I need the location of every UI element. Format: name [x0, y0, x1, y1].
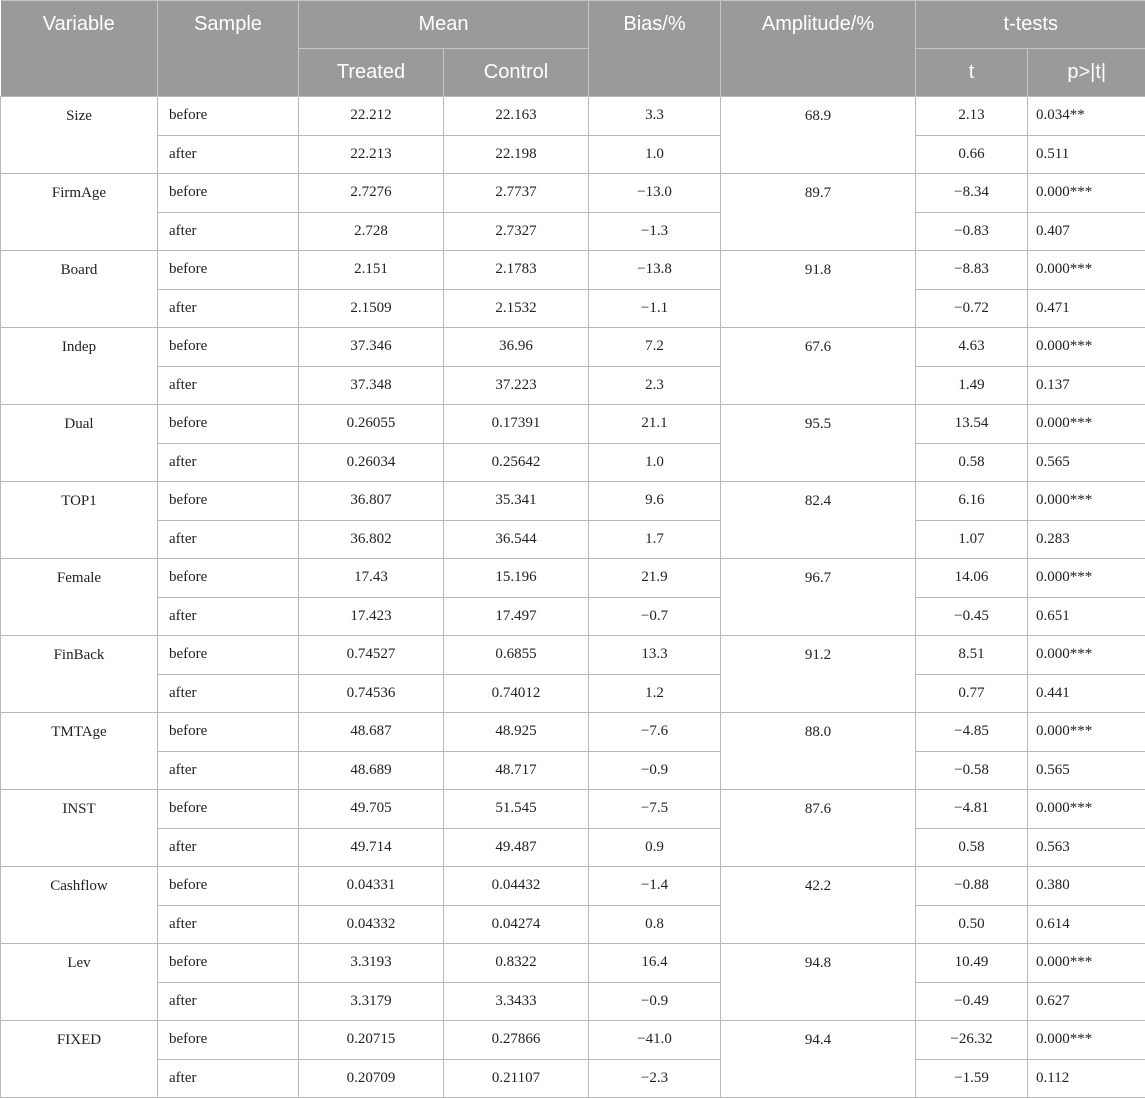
treated-mean-cell: 2.1509: [299, 289, 444, 328]
table-row: [1, 405, 1145, 444]
table-row: [1, 212, 1145, 251]
header-variable: Variable: [1, 1, 158, 97]
amplitude-cell: 95.5: [721, 405, 916, 482]
t-stat-cell: −26.32: [916, 1021, 1028, 1060]
table-row: [1, 251, 1145, 290]
amplitude-cell: 87.6: [721, 790, 916, 867]
bias-cell: −0.7: [589, 597, 721, 636]
p-value-cell: 0.000***: [1028, 944, 1145, 983]
treated-mean-cell: 36.802: [299, 520, 444, 559]
table-row: [1, 443, 1145, 482]
p-value-cell: 0.614: [1028, 905, 1145, 944]
p-value-cell: 0.000***: [1028, 251, 1145, 290]
t-stat-cell: 4.63: [916, 328, 1028, 367]
bias-cell: 7.2: [589, 328, 721, 367]
t-stat-cell: −4.85: [916, 713, 1028, 752]
bias-cell: −0.9: [589, 982, 721, 1021]
p-value-cell: 0.380: [1028, 867, 1145, 906]
bias-cell: 1.0: [589, 135, 721, 174]
sample-cell: after: [158, 674, 299, 713]
amplitude-cell: 91.8: [721, 251, 916, 328]
control-mean-cell: 0.04274: [444, 905, 589, 944]
t-stat-cell: 1.07: [916, 520, 1028, 559]
treated-mean-cell: 0.26034: [299, 443, 444, 482]
table-row: [1, 366, 1145, 405]
sample-cell: before: [158, 405, 299, 444]
t-stat-cell: −0.72: [916, 289, 1028, 328]
t-stat-cell: 8.51: [916, 636, 1028, 675]
bias-cell: −0.9: [589, 751, 721, 790]
t-stat-cell: −1.59: [916, 1059, 1028, 1098]
table-row: [1, 97, 1145, 136]
treated-mean-cell: 0.20715: [299, 1021, 444, 1060]
amplitude-cell: 94.8: [721, 944, 916, 1021]
header-t-tests: t-tests: [916, 1, 1145, 49]
bias-cell: −13.8: [589, 251, 721, 290]
treated-mean-cell: 0.26055: [299, 405, 444, 444]
control-mean-cell: 2.7737: [444, 174, 589, 213]
treated-mean-cell: 2.151: [299, 251, 444, 290]
table-row: [1, 982, 1145, 1021]
treated-mean-cell: 36.807: [299, 482, 444, 521]
bias-cell: −1.3: [589, 212, 721, 251]
amplitude-cell: 67.6: [721, 328, 916, 405]
control-mean-cell: 49.487: [444, 828, 589, 867]
table-row: [1, 1021, 1145, 1060]
p-value-cell: 0.000***: [1028, 174, 1145, 213]
sample-cell: after: [158, 828, 299, 867]
header-mean: Mean: [299, 1, 589, 49]
sample-cell: before: [158, 636, 299, 675]
bias-cell: 9.6: [589, 482, 721, 521]
control-mean-cell: 36.544: [444, 520, 589, 559]
p-value-cell: 0.441: [1028, 674, 1145, 713]
sample-cell: before: [158, 251, 299, 290]
variable-cell: Female: [1, 559, 158, 636]
treated-mean-cell: 0.74527: [299, 636, 444, 675]
table-row: [1, 597, 1145, 636]
t-stat-cell: 0.50: [916, 905, 1028, 944]
p-value-cell: 0.651: [1028, 597, 1145, 636]
table-row: [1, 174, 1145, 213]
bias-cell: −1.4: [589, 867, 721, 906]
bias-cell: 13.3: [589, 636, 721, 675]
header-t: t: [916, 49, 1028, 97]
p-value-cell: 0.000***: [1028, 482, 1145, 521]
t-stat-cell: −0.45: [916, 597, 1028, 636]
p-value-cell: 0.565: [1028, 443, 1145, 482]
bias-cell: −2.3: [589, 1059, 721, 1098]
treated-mean-cell: 0.04332: [299, 905, 444, 944]
treated-mean-cell: 48.687: [299, 713, 444, 752]
bias-cell: 0.8: [589, 905, 721, 944]
amplitude-cell: 96.7: [721, 559, 916, 636]
treated-mean-cell: 0.04331: [299, 867, 444, 906]
sample-cell: after: [158, 289, 299, 328]
sample-cell: before: [158, 482, 299, 521]
treated-mean-cell: 2.7276: [299, 174, 444, 213]
p-value-cell: 0.000***: [1028, 636, 1145, 675]
bias-cell: −7.6: [589, 713, 721, 752]
t-stat-cell: 10.49: [916, 944, 1028, 983]
control-mean-cell: 0.04432: [444, 867, 589, 906]
bias-cell: 1.2: [589, 674, 721, 713]
amplitude-cell: 68.9: [721, 97, 916, 174]
bias-cell: 2.3: [589, 366, 721, 405]
amplitude-cell: 89.7: [721, 174, 916, 251]
control-mean-cell: 0.21107: [444, 1059, 589, 1098]
control-mean-cell: 15.196: [444, 559, 589, 598]
p-value-cell: 0.137: [1028, 366, 1145, 405]
sample-cell: before: [158, 867, 299, 906]
amplitude-cell: 91.2: [721, 636, 916, 713]
amplitude-cell: 88.0: [721, 713, 916, 790]
p-value-cell: 0.000***: [1028, 713, 1145, 752]
table-row: [1, 905, 1145, 944]
treated-mean-cell: 2.728: [299, 212, 444, 251]
control-mean-cell: 48.925: [444, 713, 589, 752]
bias-cell: 21.1: [589, 405, 721, 444]
amplitude-cell: 94.4: [721, 1021, 916, 1098]
amplitude-cell: 42.2: [721, 867, 916, 944]
treated-mean-cell: 3.3179: [299, 982, 444, 1021]
t-stat-cell: 0.66: [916, 135, 1028, 174]
p-value-cell: 0.112: [1028, 1059, 1145, 1098]
sample-cell: after: [158, 212, 299, 251]
p-value-cell: 0.407: [1028, 212, 1145, 251]
sample-cell: after: [158, 905, 299, 944]
treated-mean-cell: 49.705: [299, 790, 444, 829]
p-value-cell: 0.000***: [1028, 790, 1145, 829]
p-value-cell: 0.000***: [1028, 559, 1145, 598]
control-mean-cell: 3.3433: [444, 982, 589, 1021]
control-mean-cell: 22.163: [444, 97, 589, 136]
t-stat-cell: −4.81: [916, 790, 1028, 829]
p-value-cell: 0.627: [1028, 982, 1145, 1021]
bias-cell: −1.1: [589, 289, 721, 328]
treated-mean-cell: 49.714: [299, 828, 444, 867]
treated-mean-cell: 48.689: [299, 751, 444, 790]
table-row: [1, 867, 1145, 906]
control-mean-cell: 48.717: [444, 751, 589, 790]
p-value-cell: 0.000***: [1028, 405, 1145, 444]
sample-cell: after: [158, 135, 299, 174]
amplitude-cell: 82.4: [721, 482, 916, 559]
header-bias: Bias/%: [589, 1, 721, 97]
t-stat-cell: 14.06: [916, 559, 1028, 598]
t-stat-cell: 2.13: [916, 97, 1028, 136]
control-mean-cell: 22.198: [444, 135, 589, 174]
sample-cell: after: [158, 1059, 299, 1098]
header-control: Control: [444, 49, 589, 97]
p-value-cell: 0.565: [1028, 751, 1145, 790]
header-amplitude: Amplitude/%: [721, 1, 916, 97]
t-stat-cell: −0.88: [916, 867, 1028, 906]
sample-cell: after: [158, 443, 299, 482]
treated-mean-cell: 17.423: [299, 597, 444, 636]
p-value-cell: 0.283: [1028, 520, 1145, 559]
t-stat-cell: 0.77: [916, 674, 1028, 713]
treated-mean-cell: 3.3193: [299, 944, 444, 983]
p-value-cell: 0.511: [1028, 135, 1145, 174]
variable-cell: Dual: [1, 405, 158, 482]
sample-cell: after: [158, 366, 299, 405]
t-stat-cell: −0.49: [916, 982, 1028, 1021]
bias-cell: 1.0: [589, 443, 721, 482]
variable-cell: Board: [1, 251, 158, 328]
t-stat-cell: 0.58: [916, 828, 1028, 867]
bias-cell: −7.5: [589, 790, 721, 829]
bias-cell: −13.0: [589, 174, 721, 213]
t-stat-cell: 0.58: [916, 443, 1028, 482]
control-mean-cell: 0.6855: [444, 636, 589, 675]
t-stat-cell: −0.58: [916, 751, 1028, 790]
variable-cell: Lev: [1, 944, 158, 1021]
table-row: [1, 713, 1145, 752]
variable-cell: Size: [1, 97, 158, 174]
table-row: [1, 790, 1145, 829]
treated-mean-cell: 17.43: [299, 559, 444, 598]
p-value-cell: 0.000***: [1028, 1021, 1145, 1060]
table-row: [1, 674, 1145, 713]
table-row: [1, 135, 1145, 174]
bias-cell: −41.0: [589, 1021, 721, 1060]
sample-cell: after: [158, 520, 299, 559]
bias-cell: 16.4: [589, 944, 721, 983]
bias-cell: 21.9: [589, 559, 721, 598]
table-row: [1, 636, 1145, 675]
sample-cell: before: [158, 97, 299, 136]
control-mean-cell: 37.223: [444, 366, 589, 405]
sample-cell: before: [158, 790, 299, 829]
control-mean-cell: 2.1532: [444, 289, 589, 328]
control-mean-cell: 51.545: [444, 790, 589, 829]
header-treated: Treated: [299, 49, 444, 97]
sample-cell: before: [158, 1021, 299, 1060]
variable-cell: INST: [1, 790, 158, 867]
variable-cell: TOP1: [1, 482, 158, 559]
t-stat-cell: −8.83: [916, 251, 1028, 290]
p-value-cell: 0.034**: [1028, 97, 1145, 136]
table-row: [1, 751, 1145, 790]
variable-cell: FinBack: [1, 636, 158, 713]
header-sample: Sample: [158, 1, 299, 97]
p-value-cell: 0.000***: [1028, 328, 1145, 367]
control-mean-cell: 36.96: [444, 328, 589, 367]
variable-cell: FirmAge: [1, 174, 158, 251]
treated-mean-cell: 0.20709: [299, 1059, 444, 1098]
table-row: [1, 828, 1145, 867]
table-header: [1, 1, 1145, 97]
variable-cell: TMTAge: [1, 713, 158, 790]
sample-cell: before: [158, 174, 299, 213]
t-stat-cell: 6.16: [916, 482, 1028, 521]
p-value-cell: 0.563: [1028, 828, 1145, 867]
sample-cell: before: [158, 713, 299, 752]
treated-mean-cell: 37.348: [299, 366, 444, 405]
treated-mean-cell: 0.74536: [299, 674, 444, 713]
t-stat-cell: −8.34: [916, 174, 1028, 213]
treated-mean-cell: 22.212: [299, 97, 444, 136]
sample-cell: before: [158, 328, 299, 367]
bias-cell: 3.3: [589, 97, 721, 136]
variable-cell: Cashflow: [1, 867, 158, 944]
control-mean-cell: 0.25642: [444, 443, 589, 482]
control-mean-cell: 0.8322: [444, 944, 589, 983]
control-mean-cell: 0.27866: [444, 1021, 589, 1060]
variable-cell: FIXED: [1, 1021, 158, 1098]
table-row: [1, 944, 1145, 983]
t-stat-cell: 1.49: [916, 366, 1028, 405]
table-row: [1, 328, 1145, 367]
bias-cell: 0.9: [589, 828, 721, 867]
table-body: [1, 97, 1145, 1098]
treated-mean-cell: 22.213: [299, 135, 444, 174]
header-p: p>|t|: [1028, 49, 1145, 97]
control-mean-cell: 0.74012: [444, 674, 589, 713]
control-mean-cell: 0.17391: [444, 405, 589, 444]
p-value-cell: 0.471: [1028, 289, 1145, 328]
variable-cell: Indep: [1, 328, 158, 405]
sample-cell: after: [158, 597, 299, 636]
treated-mean-cell: 37.346: [299, 328, 444, 367]
control-mean-cell: 2.1783: [444, 251, 589, 290]
table-row: [1, 559, 1145, 598]
control-mean-cell: 35.341: [444, 482, 589, 521]
t-stat-cell: 13.54: [916, 405, 1028, 444]
sample-cell: before: [158, 559, 299, 598]
sample-cell: after: [158, 982, 299, 1021]
table-row: [1, 289, 1145, 328]
bias-cell: 1.7: [589, 520, 721, 559]
table-row: [1, 1059, 1145, 1098]
sample-cell: before: [158, 944, 299, 983]
control-mean-cell: 17.497: [444, 597, 589, 636]
t-stat-cell: −0.83: [916, 212, 1028, 251]
control-mean-cell: 2.7327: [444, 212, 589, 251]
sample-cell: after: [158, 751, 299, 790]
table-row: [1, 482, 1145, 521]
table-row: [1, 520, 1145, 559]
